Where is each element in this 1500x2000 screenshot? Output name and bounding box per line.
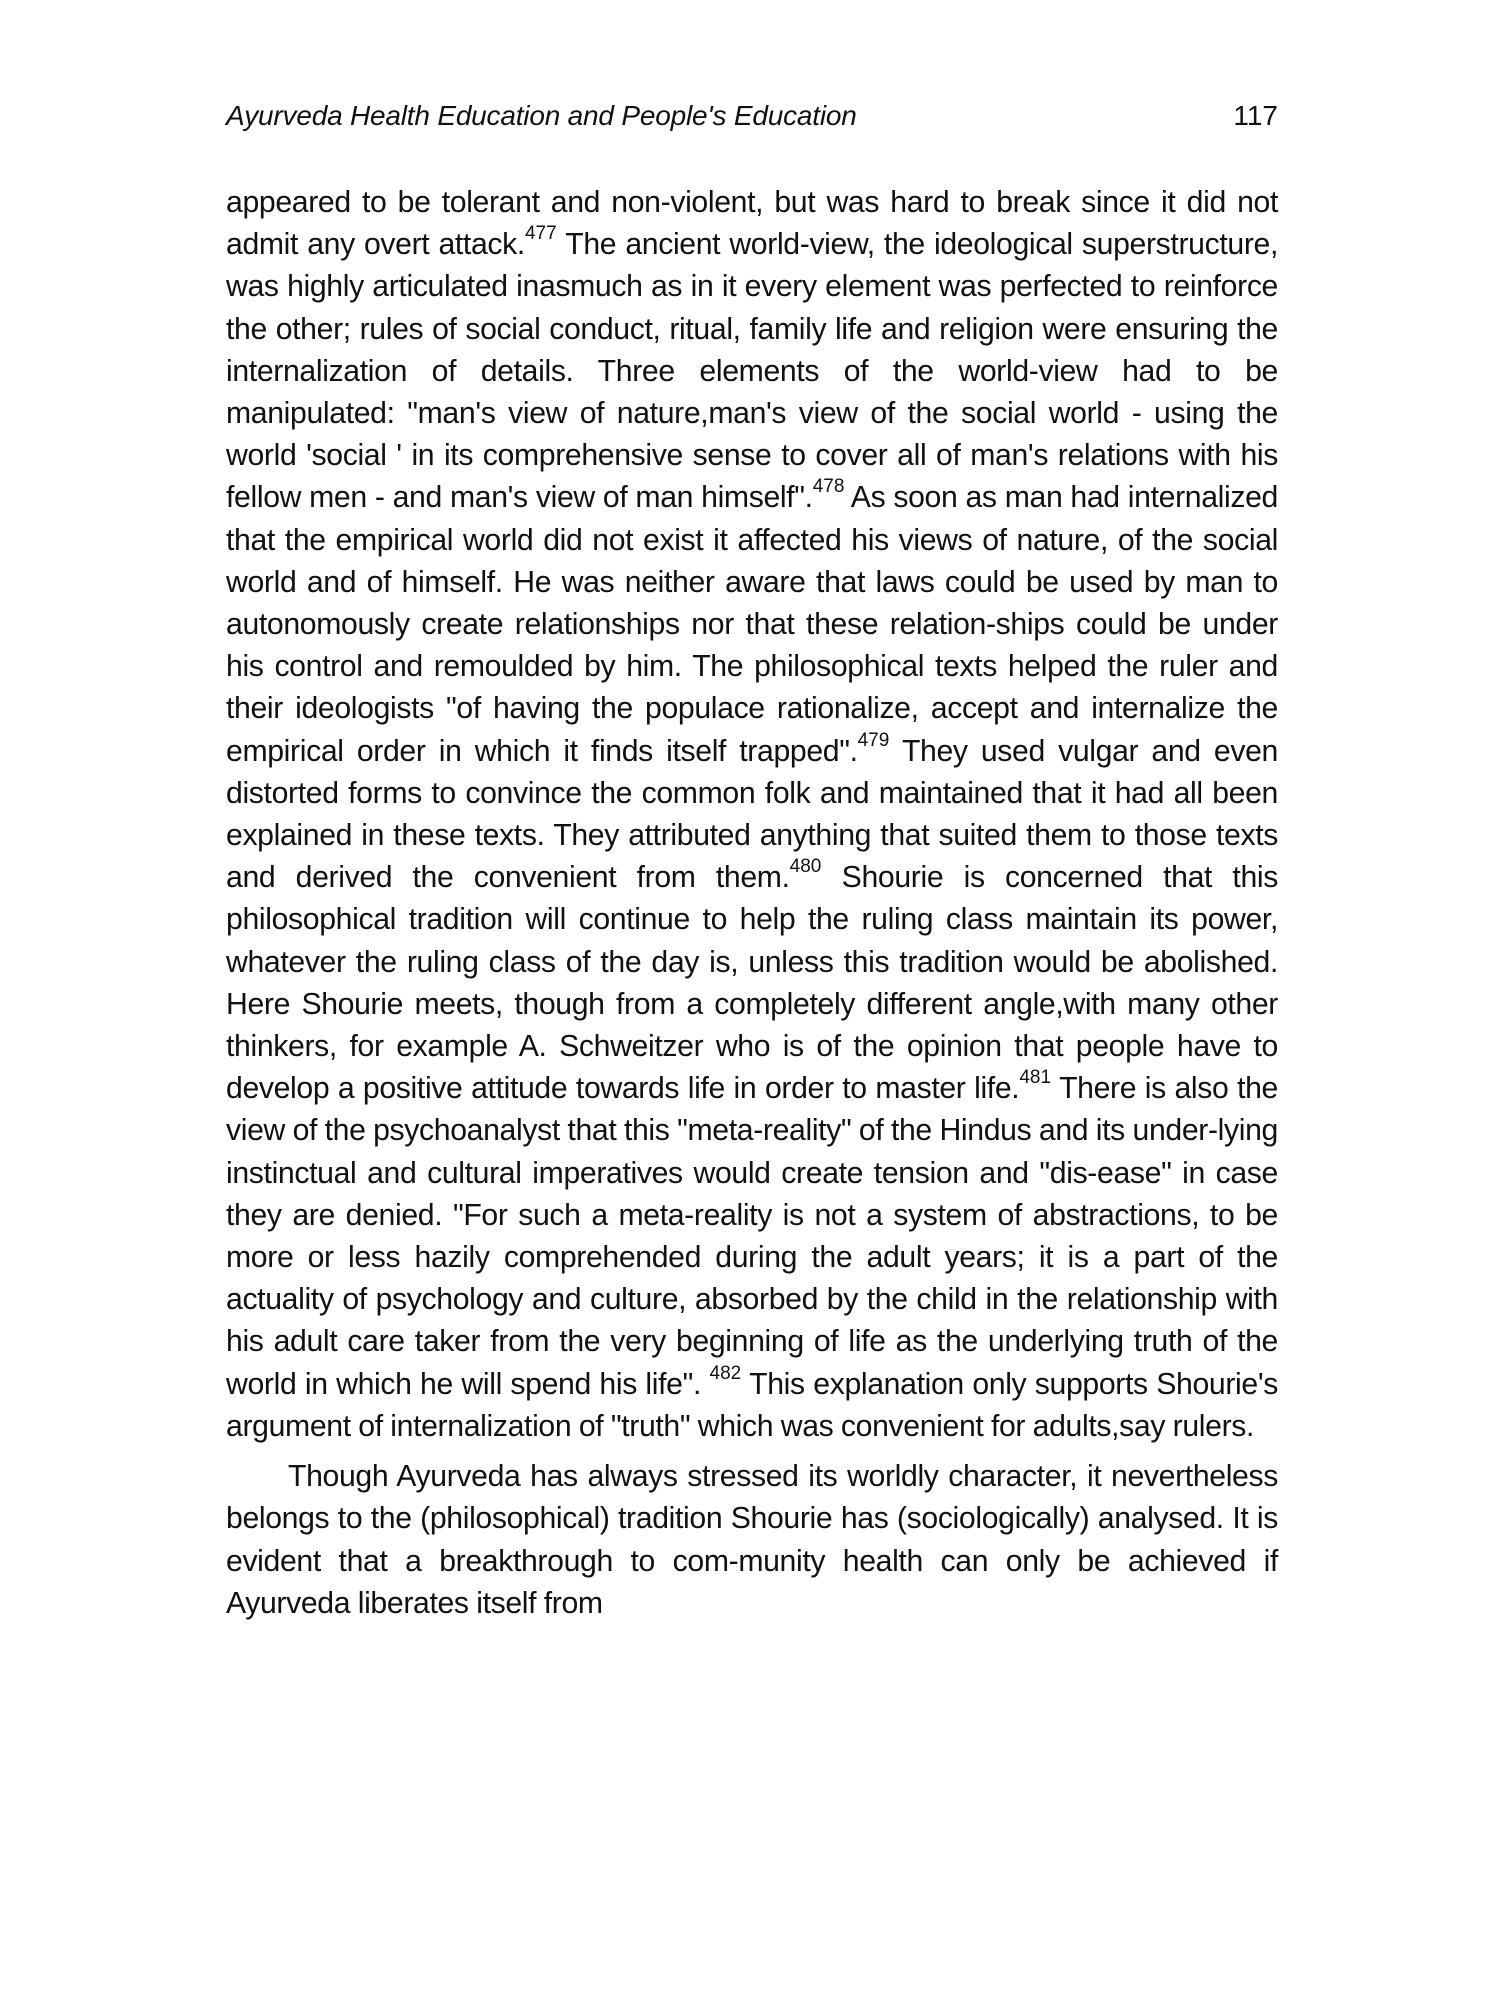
text-run: They used vulgar and even distorted forms to convince the common folk and maintained that it had all been explained in these texts. They attributed anything that suited them to those texts and derived the convenient from them.: [226, 734, 1278, 895]
text-run: Though Ayurveda has always stressed its worldly character, it nevertheless belongs to the (philosophical) tradition Shourie has (sociologically) analysed. It is evident that a breakthrough to com-munity health can only be achieved if Ayurveda liberates itself from: [226, 1460, 1278, 1620]
footnote-ref: 481: [1019, 1067, 1052, 1089]
page-number: 117: [1233, 100, 1278, 131]
text-run: This explanation only supports Shourie's argument of internalization of "truth" which was convenient for adults,say rulers.: [226, 1367, 1279, 1443]
paragraph-1: [226, 182, 1278, 1448]
footnote-ref: 477: [524, 223, 557, 245]
running-head: [226, 100, 1278, 140]
body-text: [226, 182, 1278, 1625]
running-head-title: Ayurveda Health Education and People's Education: [226, 100, 857, 131]
footnote-ref: 480: [789, 856, 822, 878]
footnote-ref: 478: [812, 476, 845, 498]
footnote-ref: 482: [709, 1362, 742, 1384]
text-run: There is also the view of the psychoanalyst that this "meta-reality" of the Hindus and its under-lying instinctual and cultural imperatives would create tension and "dis-ease" in case they are denied. "For such a meta-reality is not a system of abstractions, to be more or less hazily comprehended during the adult years; it is a part of the actuality of psychology and culture, absorbed by the child in the relationship with his adult care taker from the very beginning of life as the underlying truth of the world in which he will spend his life".: [226, 1072, 1278, 1401]
text-run: The ancient world-view, the ideological superstructure, was highly articulated inasmuch as in it every element was perfected to reinforce the other; rules of social conduct, ritual, family life and religion were ensuring the internalization of details. Three elements of the world-view had to be manipulated: "man's view of nature,man's view of the social world - using the world 'social ' in its comprehensive sense to cover all of man's relations with his fellow men - and man's view of man himself".: [226, 228, 1279, 515]
paragraph-2: [226, 1456, 1278, 1625]
footnote-ref: 479: [857, 729, 890, 751]
text-run: appeared to be tolerant and non-violent, but was hard to break since it did not admit any overt attack.: [226, 186, 1278, 262]
text-run: As soon as man had internalized that the empirical world did not exist it affected his views of nature, of the social world and of himself. He was neither aware that laws could be used by man to autonomously create relationships nor that these relation-ships could be under his control and remoulded by him. The philosophical texts helped the ruler and their ideologists "of having the populace rationalize, accept and internalize the empirical order in which it finds itself trapped".: [226, 481, 1278, 768]
text-run: Shourie is concerned that this philosophical tradition will continue to help the ruling class maintain its power, whatever the ruling class of the day is, unless this tradition would be abolished. Here Shourie meets, though from a completely different angle,with many other thinkers, for example A. Schweitzer who is of the opinion that people have to develop a positive attitude towards life in order to master life.: [226, 861, 1278, 1106]
